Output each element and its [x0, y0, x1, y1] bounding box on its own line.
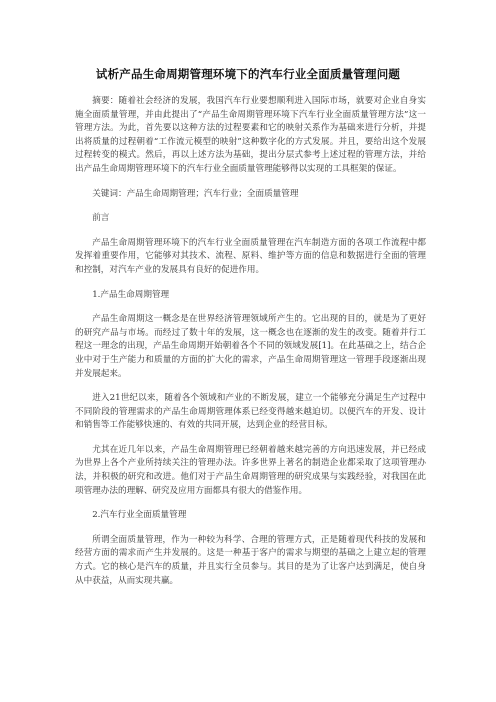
body-paragraph: 所谓全面质量管理，作为一种较为科学、合理的管理方式，正是随着现代科技的发展和经营方面的需求而产生并发展的。这是一种基于客户的需求与期望的基础之上建立起的管理方式。它的核心是汽车的质量，并且实行全员参与。其目的是为了让客户达到满足，使自身从中获益，从而实现共赢。	[75, 534, 426, 586]
section-heading: 前言	[92, 213, 110, 224]
body-paragraph: 产品生命周期这一概念是在世界经济管理领域所产生的。它出现的目的，就是为了更好的研究产品与市场。而经过了数十年的发展，这一概念也在逐渐的发生的改变。随着并行工程这一理念的出现，产品生命周期开始朝着各个不同的领域发展[1]。在此基础之上，结合企业中对于生产能力和质量的方面的扩大化的需求，产品生命周期管理这一管理手段逐渐出现并发展起来。	[75, 314, 426, 379]
section-heading: 1.产品生命周期管理	[92, 289, 170, 300]
body-paragraph: 关键词：产品生命周期管理；汽车行业；全面质量管理	[92, 188, 299, 199]
document-body	[75, 95, 426, 599]
body-paragraph: 摘要：随着社会经济的发展，我国汽车行业要想顺利进入国际市场，就要对企业自身实施全面质量管理，并由此提出了“产品生命周期管理环境下汽车行业全面质量管理方法”这一管理方法。为此，首先要以这种方法的过程要素和它的映射关系作为基础来进行分析，并提出将质量的过程朝着“工作流元模型的映射”这种数字化的方式发展。并且，要给出这个发展过程转变的模式。然后，再以上述方法为基础，提出分层式参考上述过程的管理方法，并给出产品生命周期管理环境下的汽车行业全面质量管理能够得以实现的工具框架的保证。	[75, 96, 426, 174]
document-title: 试析产品生命周期管理环境下的汽车行业全面质量管理问题	[95, 67, 401, 81]
body-paragraph: 尤其在近几年以来，产品生命周期管理已经朝着越来越完善的方向迅速发展，并已经成为世界上各个产业所持续关注的管理办法。许多世界上著名的制造企业都采取了这项管理办法，并积极的研究和改进。他们对于产品生命周期管理的研究成果与实践经验，对我国在此项管理办法的理解、研究及应用方面都具有很大的借鉴作用。	[75, 444, 426, 496]
section-heading: 2.汽车行业全面质量管理	[92, 510, 187, 521]
body-paragraph: 产品生命周期管理环境下的汽车行业全面质量管理在汽车制造方面的各项工作流程中都发挥着重要作用，它能够对其技术、流程、原料、维护等方面的信息和数据进行全面的管理和控制，对汽车产业的发展具有良好的促进作用。	[75, 237, 426, 275]
body-paragraph: 进入21世纪以来，随着各个领域和产业的不断发展，建立一个能够充分满足生产过程中不同阶段的管理需求的产品生命周期管理体系已经变得越来越迫切。以便汽车的开发、设计和销售等工作能够快速的、有效的共同开展，达到企业的经营目标。	[75, 393, 426, 431]
